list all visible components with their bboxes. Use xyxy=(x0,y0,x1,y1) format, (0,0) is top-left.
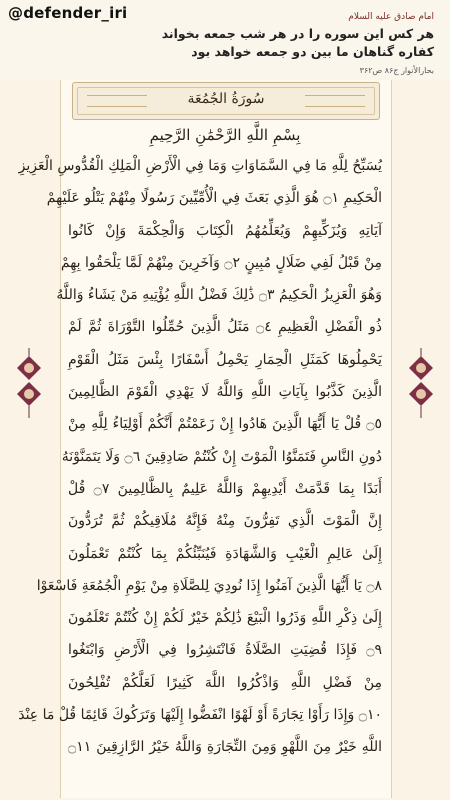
hadith-reference: بحارالأنوار ج۸۶ ص۳۶۲ xyxy=(359,66,434,75)
verse-line: إِنَّ الْمَوْتَ الَّذِي تَفِرُّونَ مِنْهُ فَإِنَّهُ مُلَاقِيكُمْ ثُمَّ تُرَدُّونَ xyxy=(68,513,382,530)
hadith-text-line-1: هر کس این سوره را در هر شب جمعه بخواند xyxy=(161,26,434,41)
verse-line: الَّذِينَ كَذَّبُوا بِآيَاتِ اللَّهِ وَاللَّهُ لَا يَهْدِي الْقَوْمَ الظَّالِمِينَ xyxy=(68,384,382,401)
verse-line: يُسَبِّحُ لِلَّهِ مَا فِي السَّمَاوَاتِ وَمَا فِي الْأَرْضِ الْمَلِكِ الْقُدُّوسِ الْعَزِيزِ xyxy=(18,158,382,174)
surah-header-frame xyxy=(72,82,380,120)
verse-line: اللَّهِ خَيْرٌ مِنَ اللَّهْوِ وَمِنَ التِّجَارَةِ وَاللَّهُ خَيْرُ الرَّازِقِينَ ۝١١ xyxy=(68,739,382,756)
hadith-source: امام صادق علیه السلام xyxy=(348,12,434,22)
verse-line: مِنْ قَبْلُ لَفِي ضَلَالٍ مُبِينٍ ۝٢ وَآخَرِينَ مِنْهُمْ لَمَّا يَلْحَقُوا بِهِمْ xyxy=(60,254,382,271)
verse-line: إِلَىٰ ذِكْرِ اللَّهِ وَذَرُوا الْبَيْعَ ذَٰلِكُمْ خَيْرٌ لَكُمْ إِنْ كُنْتُمْ تَعْلَمُونَ xyxy=(68,610,382,627)
verse-line: مِنْ فَضْلِ اللَّهِ وَاذْكُرُوا اللَّهَ كَثِيرًا لَعَلَّكُمْ تُفْلِحُونَ xyxy=(68,674,382,691)
margin-ornament-left-icon xyxy=(14,348,44,418)
hadith-header xyxy=(0,0,450,80)
verse-text xyxy=(18,150,383,764)
verse-line: ۝٨ يَا أَيُّهَا الَّذِينَ آمَنُوا إِذَا نُودِيَ لِلصَّلَاةِ مِنْ يَوْمِ الْجُمُعَةِ فَاسْعَوْا xyxy=(36,577,382,594)
verse-line: وَهُوَ الْعَزِيزُ الْحَكِيمُ ۝٣ ذَٰلِكَ فَضْلُ اللَّهِ يُؤْتِيهِ مَنْ يَشَاءُ وَاللَّهُ xyxy=(56,287,382,304)
basmala: بِسْمِ اللَّهِ الرَّحْمَٰنِ الرَّحِيمِ xyxy=(149,126,301,144)
surah-title: سُورَةُ الجُمُعَة xyxy=(187,91,265,107)
verse-line: أَبَدًا بِمَا قَدَّمَتْ أَيْدِيهِمْ وَاللَّهُ عَلِيمٌ بِالظَّالِمِينَ ۝٧ قُلْ xyxy=(68,480,382,497)
verse-line: آيَاتِهِ وَيُزَكِّيهِمْ وَيُعَلِّمُهُمُ الْكِتَابَ وَالْحِكْمَةَ وَإِنْ كَانُوا xyxy=(68,222,382,239)
verse-line: يَحْمِلُوهَا كَمَثَلِ الْحِمَارِ يَحْمِلُ أَسْفَارًا بِئْسَ مَثَلُ الْقَوْمِ xyxy=(68,351,382,368)
verse-line: دُونِ النَّاسِ فَتَمَنَّوُا الْمَوْتَ إِنْ كُنْتُمْ صَادِقِينَ ۝٦ وَلَا يَتَمَنَّوْنَهُ xyxy=(61,448,382,465)
verse-line: ۝٥ قُلْ يَا أَيُّهَا الَّذِينَ هَادُوا إِنْ زَعَمْتُمْ أَنَّكُمْ أَوْلِيَاءُ لِلَّهِ مِنْ xyxy=(68,416,382,433)
verse-line: ۝٩ فَإِذَا قُضِيَتِ الصَّلَاةُ فَانْتَشِرُوا فِي الْأَرْضِ وَابْتَغُوا xyxy=(68,642,382,659)
verse-line: ۝١٠ وَإِذَا رَأَوْا تِجَارَةً أَوْ لَهْوًا انْفَضُّوا إِلَيْهَا وَتَرَكُوكَ قَائِمًا قُلْ مَا عِنْدَ xyxy=(18,707,382,724)
verse-line: إِلَىٰ عَالِمِ الْغَيْبِ وَالشَّهَادَةِ فَيُنَبِّئُكُمْ بِمَا كُنْتُمْ تَعْمَلُونَ xyxy=(68,545,382,562)
hadith-text-line-2: کفاره گناهان ما بین دو جمعه خواهد بود xyxy=(191,44,434,59)
channel-handle: @defender_iri xyxy=(8,4,128,22)
verse-line: ذُو الْفَضْلِ الْعَظِيمِ ۝٤ مَثَلُ الَّذِينَ حُمِّلُوا التَّوْرَاةَ ثُمَّ لَمْ xyxy=(68,319,383,336)
verse-line: الْحَكِيمِ ۝١ هُوَ الَّذِي بَعَثَ فِي الْأُمِّيِّينَ رَسُولًا مِنْهُمْ يَتْلُو عَلَيْهِمْ xyxy=(46,190,382,207)
margin-ornament-right-icon xyxy=(406,348,436,418)
